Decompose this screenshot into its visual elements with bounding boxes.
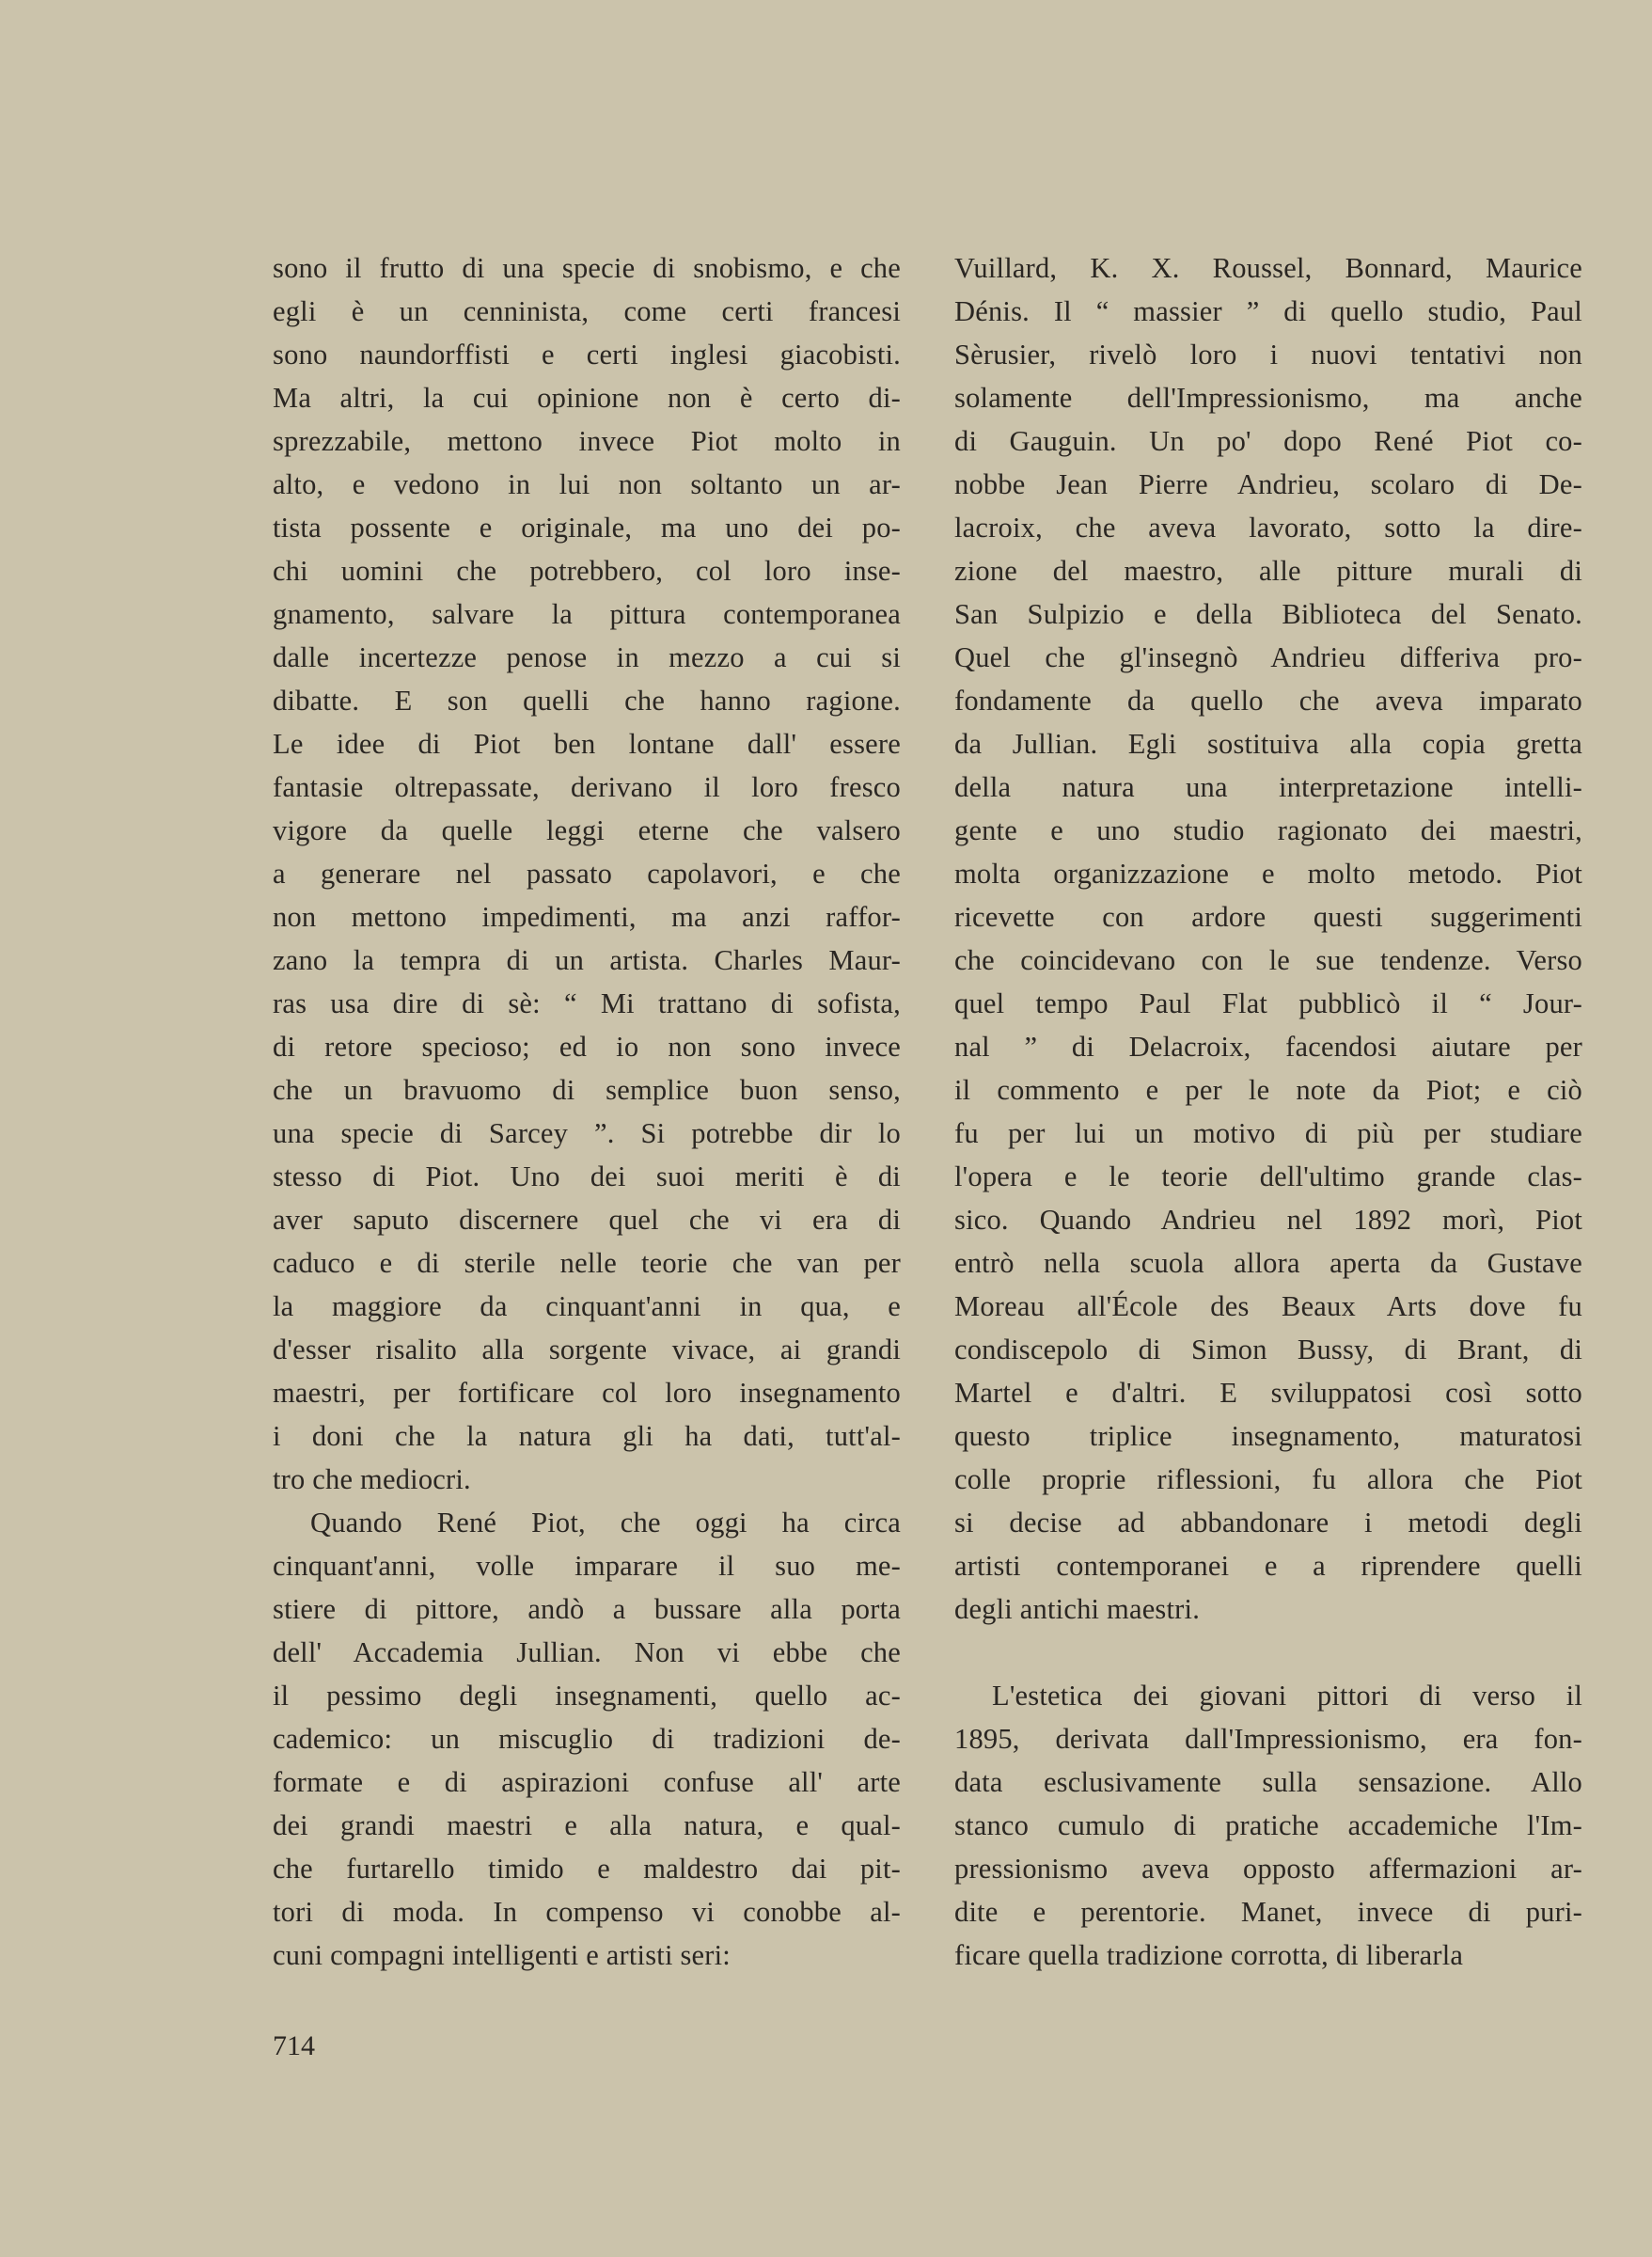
text-line: gente e uno studio ragionato dei maestri,: [954, 814, 1582, 846]
text-line: cademico: un miscuglio di tradizioni de-: [273, 1723, 901, 1755]
text-line: una specie di Sarcey ”. Si potrebbe dir lo: [273, 1117, 901, 1149]
text-line: entrò nella scuola allora aperta da Gustave: [954, 1247, 1582, 1279]
text-line: ricevette con ardore questi suggerimenti: [954, 901, 1582, 933]
text-line: il commento e per le note da Piot; e ciò: [954, 1074, 1582, 1106]
text-line: sprezzabile, mettono invece Piot molto in: [273, 425, 901, 457]
text-line: dite e perentorie. Manet, invece di puri-: [954, 1896, 1582, 1928]
left-column: [273, 246, 901, 1977]
text-line: tori di moda. In compenso vi conobbe al-: [273, 1896, 901, 1928]
text-line: artisti contemporanei e a riprendere quelli: [954, 1550, 1582, 1582]
text-line: egli è un cenninista, come certi francesi: [273, 295, 901, 327]
text-line: caduco e di sterile nelle teorie che van per: [273, 1247, 901, 1279]
text-line: stesso di Piot. Uno dei suoi meriti è di: [273, 1160, 901, 1192]
text-line: di retore specioso; ed io non sono invece: [273, 1031, 901, 1063]
text-line: fantasie oltrepassate, derivano il loro fresco: [273, 771, 901, 803]
text-line: cinquant'anni, volle imparare il suo me-: [273, 1550, 901, 1582]
text-line: Dénis. Il “ massier ” di quello studio, Paul: [954, 295, 1582, 327]
text-line: l'opera e le teorie dell'ultimo grande clas-: [954, 1160, 1582, 1192]
text-line: dei grandi maestri e alla natura, e qual-: [273, 1809, 901, 1841]
text-line: d'esser risalito alla sorgente vivace, ai grandi: [273, 1334, 901, 1365]
text-line: Ma altri, la cui opinione non è certo di-: [273, 382, 901, 414]
text-line: tista possente e originale, ma uno dei po-: [273, 512, 901, 544]
paragraph-gap: [954, 1631, 1582, 1674]
text-line: 1895, derivata dall'Impressionismo, era fon-: [954, 1723, 1582, 1755]
text-line: Martel e d'altri. E sviluppatosi così sotto: [954, 1377, 1582, 1409]
text-line: zano la tempra di un artista. Charles Maur-: [273, 944, 901, 976]
text-line: chi uomini che potrebbero, col loro inse-: [273, 555, 901, 587]
text-line: condiscepolo di Simon Bussy, di Brant, di: [954, 1334, 1582, 1365]
text-line: solamente dell'Impressionismo, ma anche: [954, 382, 1582, 414]
text-line: stanco cumulo di pratiche accademiche l'Im-: [954, 1809, 1582, 1841]
text-line: colle proprie riflessioni, fu allora che Piot: [954, 1463, 1582, 1495]
text-line: ficare quella tradizione corrotta, di liberarla: [954, 1939, 1464, 1971]
text-line: aver saputo discernere quel che vi era di: [273, 1204, 901, 1236]
text-line: formate e di aspirazioni confuse all' arte: [273, 1766, 901, 1798]
text-line: lacroix, che aveva lavorato, sotto la dire-: [954, 512, 1582, 544]
text-line: Vuillard, K. X. Roussel, Bonnard, Maurice: [954, 252, 1582, 284]
text-line: nal ” di Delacroix, facendosi aiutare per: [954, 1031, 1582, 1063]
text-line: sono naundorffisti e certi inglesi giacobisti.: [273, 339, 901, 371]
right-column: [954, 246, 1582, 1977]
text-line: dell' Accademia Jullian. Non vi ebbe che: [273, 1636, 901, 1668]
text-line: che un bravuomo di semplice buon senso,: [273, 1074, 901, 1106]
text-line: data esclusivamente sulla sensazione. Allo: [954, 1766, 1582, 1798]
text-line: ras usa dire di sè: “ Mi trattano di sofista,: [273, 987, 901, 1019]
text-line: quel tempo Paul Flat pubblicò il “ Jour-: [954, 987, 1582, 1019]
text-line: il pessimo degli insegnamenti, quello ac-: [273, 1680, 901, 1712]
text-line: questo triplice insegnamento, maturatosi: [954, 1420, 1582, 1452]
text-line: degli antichi maestri.: [954, 1593, 1201, 1625]
text-line: sono il frutto di una specie di snobismo, e che: [273, 252, 901, 284]
text-line: gnamento, salvare la pittura contemporanea: [273, 598, 901, 630]
text-line: zione del maestro, alle pitture murali di: [954, 555, 1582, 587]
text-line: si decise ad abbandonare i metodi degli: [954, 1507, 1582, 1539]
text-line: maestri, per fortificare col loro insegnamento: [273, 1377, 901, 1409]
text-line: che furtarello timido e maldestro dai pit-: [273, 1853, 901, 1885]
text-line: Le idee di Piot ben lontane dall' essere: [273, 728, 901, 760]
text-line: fondamente da quello che aveva imparato: [954, 685, 1582, 717]
text-line: L'estetica dei giovani pittori di verso il: [992, 1680, 1582, 1712]
text-line: Quando René Piot, che oggi ha circa: [310, 1507, 901, 1539]
text-line: dibatte. E son quelli che hanno ragione.: [273, 685, 901, 717]
text-line: pressionismo aveva opposto affermazioni ar-: [954, 1853, 1582, 1885]
text-line: sico. Quando Andrieu nel 1892 morì, Piot: [954, 1204, 1582, 1236]
page-number: 714: [273, 2030, 315, 2061]
text-line: la maggiore da cinquant'anni in qua, e: [273, 1290, 901, 1322]
text-line: cuni compagni intelligenti e artisti seri:: [273, 1939, 731, 1971]
text-line: molta organizzazione e molto metodo. Piot: [954, 858, 1582, 890]
text-line: non mettono impedimenti, ma anzi raffor-: [273, 901, 901, 933]
text-line: alto, e vedono in lui non soltanto un ar-: [273, 468, 901, 500]
text-line: dalle incertezze penose in mezzo a cui si: [273, 641, 901, 673]
text-line: Quel che gl'insegnò Andrieu differiva pro-: [954, 641, 1582, 673]
text-line: da Jullian. Egli sostituiva alla copia gretta: [954, 728, 1582, 760]
text-line: i doni che la natura gli ha dati, tutt'al-: [273, 1420, 901, 1452]
text-line: tro che mediocri.: [273, 1463, 471, 1495]
text-line: di Gauguin. Un po' dopo René Piot co-: [954, 425, 1582, 457]
text-line: Sèrusier, rivelò loro i nuovi tentativi non: [954, 339, 1582, 371]
text-line: che coincidevano con le sue tendenze. Verso: [954, 944, 1582, 976]
text-line: fu per lui un motivo di più per studiare: [954, 1117, 1582, 1149]
text-line: stiere di pittore, andò a bussare alla porta: [273, 1593, 901, 1625]
text-line: vigore da quelle leggi eterne che valsero: [273, 814, 901, 846]
text-line: San Sulpizio e della Biblioteca del Senato.: [954, 598, 1582, 630]
text-line: della natura una interpretazione intelli-: [954, 771, 1582, 803]
text-line: a generare nel passato capolavori, e che: [273, 858, 901, 890]
text-line: Moreau all'École des Beaux Arts dove fu: [954, 1290, 1582, 1322]
text-line: nobbe Jean Pierre Andrieu, scolaro di De-: [954, 468, 1582, 500]
